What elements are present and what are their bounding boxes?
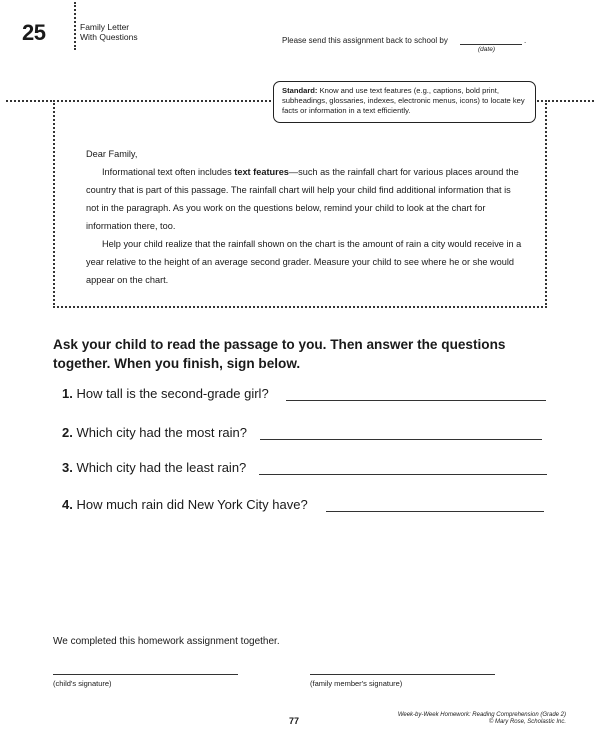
standard-text: Know and use text features (e.g., captions, bold print, subheadings, glossaries, indexes, electronic menus, icons) to locate key facts or information in a text efficiently.: [282, 86, 525, 115]
answer-line-3[interactable]: [259, 474, 547, 475]
credit-line-1: Week-by-Week Homework: Reading Comprehension (Grade 2): [397, 712, 566, 718]
question-4: [62, 497, 308, 512]
letter-paragraph-1: [86, 163, 526, 235]
question-4-text: How much rain did New York City have?: [76, 497, 308, 512]
lesson-title: [80, 22, 138, 42]
question-1: [62, 386, 269, 401]
header-divider: [74, 2, 76, 50]
completed-statement: We completed this homework assignment together.: [53, 636, 280, 647]
child-signature-line[interactable]: [53, 674, 238, 675]
answer-line-4[interactable]: [326, 511, 544, 512]
letter-p1-bold: text features: [234, 167, 289, 177]
question-2: [62, 425, 247, 440]
send-back-text: Please send this assignment back to school by: [282, 36, 448, 45]
lesson-number: 25: [22, 20, 46, 45]
question-3-number: 3.: [62, 460, 73, 475]
instructions: Ask your child to read the passage to you. Then answer the questions together. When you finish, sign below.: [53, 337, 506, 371]
question-1-text: How tall is the second-grade girl?: [76, 386, 269, 401]
dotted-rule-right: [548, 100, 594, 102]
date-field[interactable]: [460, 44, 522, 45]
credit-line-2: © Mary Rose, Scholastic Inc.: [488, 719, 566, 725]
letter-p1-after: —such as the rainfall chart for various places around the country that is part of this passage. The rainfall chart will help your child find additional information that is not in the paragraph. As you work on the questions below, remind your child to look at the chart for information there, too.: [86, 167, 519, 231]
question-4-number: 4.: [62, 497, 73, 512]
date-label: (date): [478, 46, 495, 53]
letter-p1-before: Informational text often includes: [102, 167, 235, 177]
standard-box: [273, 81, 536, 123]
credit: [398, 712, 566, 726]
question-3: [62, 460, 246, 475]
family-signature-label: (family member's signature): [310, 679, 403, 688]
family-signature-line[interactable]: [310, 674, 495, 675]
lesson-title-line2: With Questions: [80, 32, 138, 42]
answer-line-1[interactable]: [286, 400, 546, 401]
page-number: 77: [289, 716, 300, 726]
lesson-title-line1: Family Letter: [80, 22, 130, 32]
question-3-text: Which city had the least rain?: [76, 460, 247, 475]
question-1-number: 1.: [62, 386, 73, 401]
family-letter: [86, 145, 526, 289]
question-2-text: Which city had the most rain?: [76, 425, 247, 440]
letter-paragraph-2: Help your child realize that the rainfall shown on the chart is the amount of rain a city would receive in a year relative to the height of an average second grader. Measure your child to see where he or she would appear on the chart.: [86, 239, 522, 285]
date-period: .: [524, 36, 527, 45]
question-2-number: 2.: [62, 425, 73, 440]
standard-label: Standard:: [282, 86, 318, 95]
dotted-rule-left: [6, 100, 52, 102]
answer-line-2[interactable]: [260, 439, 542, 440]
letter-greeting: Dear Family,: [86, 149, 138, 159]
child-signature-label: (child's signature): [53, 679, 112, 688]
